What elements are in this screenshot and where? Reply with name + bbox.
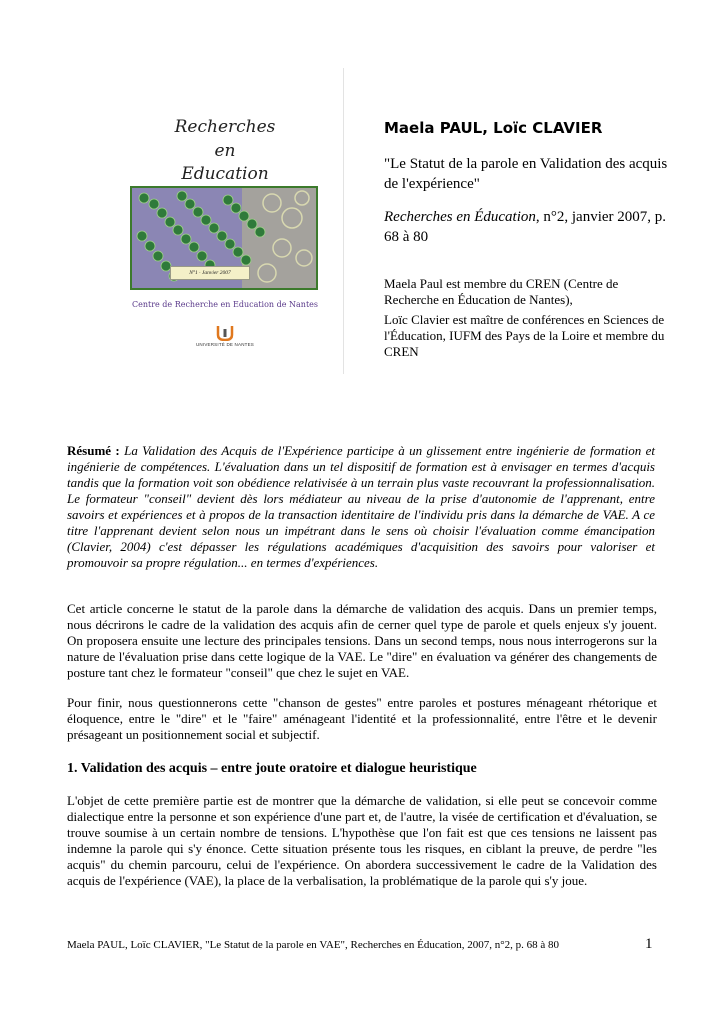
paragraph-3: L'objet de cette première partie est de montrer que la démarche de validation, si elle peut se concevoir comme dialectique entre la personne et son expérience d'une part et, de l'autre, la visée de certification et d'évaluation, se trouve soumise à un certain nombre de tensions. L'hypothèse que l'on fait est que ces tensions ne laissent pas indemne la parole qui s'y énonce. Cette situation présente tous les risques, en ciblant la preuve, de perdre "les acquis" du chemin parcouru, celui de l'expérience. On abordera successivement le cadre de la Validation des acquis de l'expérience (VAE), la place de la verbalisation, la problématique de la parole qui s'y joue. (67, 793, 657, 888)
journal-name: Recherches en Éducation (384, 209, 536, 225)
paragraph-2: Pour finir, nous questionnerons cette "chanson de gestes" entre paroles et postures ménageant rhétorique et éloquence, entre le "dire" et le "faire" aménageant l'identité et la professionnalité, entre l'être et le devenir présageant un positionnement social et subjectif. (67, 695, 657, 742)
cover-issue-badge: N°1 · Janvier 2007 (170, 266, 250, 280)
affiliation-1: Maela Paul est membre du CREN (Centre de Recherche en Éducation de Nantes), (384, 276, 619, 307)
university-label: UNIVERSITÉ DE NANTES (195, 342, 254, 347)
abstract-label: Résumé : (67, 443, 120, 458)
footer-citation: Maela PAUL, Loïc CLAVIER, "Le Statut de la parole en VAE", Recherches en Éducation, 2007, n°2, p. 68 à 80 (67, 939, 559, 951)
abstract (67, 443, 655, 571)
page-number: 1 (645, 936, 653, 952)
journal-cover-title (150, 116, 300, 187)
journal-reference (384, 208, 674, 247)
research-center-name: Centre de Recherche en Education de Nantes (131, 300, 319, 309)
journal-details: , n°2, janvier 2007, p. 68 à 80 (384, 209, 667, 245)
paragraph-1: Cet article concerne le statut de la parole dans la démarche de validation des acquis. Dans un premier temps, nous décrirons le cadre de la validation des acquis afin de cerner quel type de parole et quels enjeux s'y jouent. On proposera ensuite une lecture des principales tensions. Dans un second temps, nous nous interrogerons sur la nature de l'évaluation prise dans cette logique de la VAE. Le "dire" en évaluation va générer des changements de posture tant chez le formateur "conseil" que chez le sujet en VAE. (67, 601, 657, 680)
authors: Maela PAUL, Loïc CLAVIER (384, 119, 603, 137)
cover-title-line2: en (214, 140, 236, 161)
section-1-heading: 1. Validation des acquis – entre joute oratoire et dialogue heuristique (67, 761, 477, 776)
cover-title-line3: Education (181, 164, 269, 184)
article-title: "Le Statut de la parole en Validation des acquis de l'expérience" (384, 156, 668, 192)
column-divider (343, 68, 344, 374)
abstract-text: La Validation des Acquis de l'Expérience participe à un glissement entre ingénierie de formation et ingénierie de compétences. L'évaluation dans un tel dispositif de formation est à envisager en termes d'acquis tandis que la formation voit son obédience relativisée à un terrain plus vaste recouvrant la professionnalisation. Le formateur "conseil" devient dès lors médiateur au niveau de la prise d'autonomie de l'apprenant, entre savoirs et expériences et à propos de la transaction identitaire de l'individu pris dans la démarche de VAE. A ce titre l'apprenant devient selon nous un impétrant dans le sens où choisir l'évaluation comme émancipation (Clavier, 2004) c'est dépasser les régulations académiques d'acquisition des savoirs pour valoriser et promouvoir sa propre régulation... en termes d'expériences. (67, 443, 655, 570)
university-logo-icon (213, 325, 237, 341)
affiliation-2: Loïc Clavier est maître de conférences en Sciences de l'Éducation, IUFM des Pays de la Loire et membre du CREN (384, 312, 665, 359)
cover-title-line1: Recherches (174, 117, 276, 137)
